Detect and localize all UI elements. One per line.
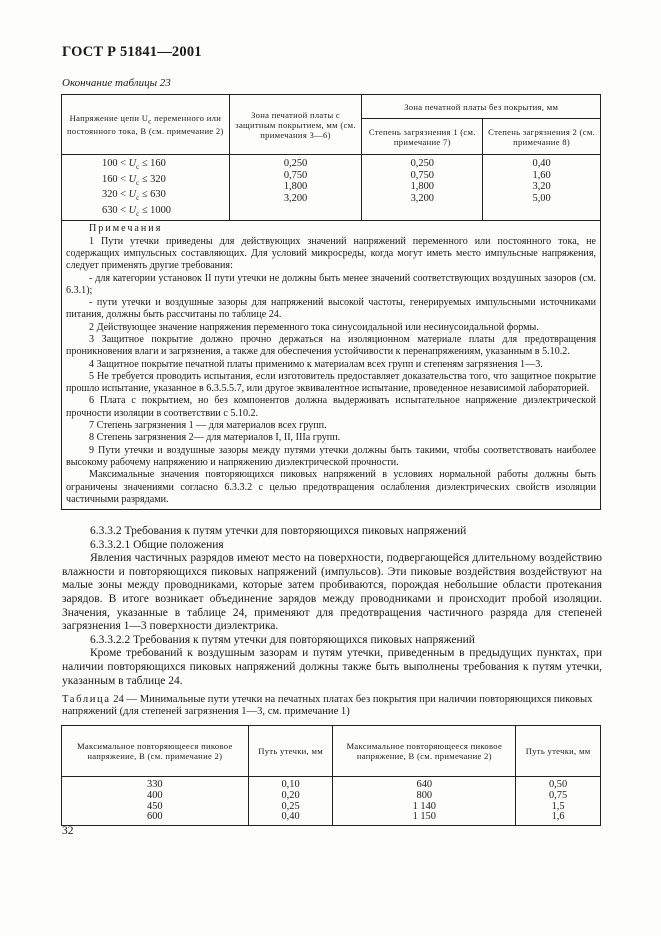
pollution2-value: 1,60 <box>532 169 551 181</box>
table-24 <box>61 725 601 826</box>
note-item: 8 Степень загрязнения 2— для материалов I, II, IIIa групп. <box>89 432 341 444</box>
table-23 <box>61 94 601 510</box>
body-paragraph: 6.3.3.2.1 Общие положения <box>90 538 224 551</box>
note-item: - для категории установок II пути утечки не должны быть менее значений соответствующих воздушных зазоров (см. 6.3.1); <box>66 272 596 296</box>
table24-caption: Таблица 24 — Минимальные пути утечки на печатных платах без покрытия при наличии повторяющихся пиковых напряжений (для степеней загрязнения 1—3, см. примечание 1) <box>62 694 593 718</box>
note-item: 1 Пути утечки приведены для действующих значений напряжений переменного или постоянного тока, не содержащих импульсных составляющих. Для условий микросреды, когда могут иметь место импульсные напряжения, следует применять другие требования: <box>66 235 596 272</box>
pollution2-value: 5,00 <box>532 192 551 204</box>
note-item: 3 Защитное покрытие должно прочно держаться на изоляционном материале платы для предотвращения проникновения влаги и загрязнения, а также для обеспечения устойчивости к перенапряжениям, указанным в 5.10.2. <box>66 333 596 358</box>
voltage-range: $320 < U_c \le 630$ <box>102 189 166 203</box>
t24-header-path-1: Путь утечки, мм <box>248 726 333 777</box>
peak-voltage-value: 600 <box>147 811 163 823</box>
table23-caption: Окончание таблицы 23 <box>62 77 171 89</box>
voltage-range: $100 < U_c \le 160$ <box>102 158 166 172</box>
note-item: 7 Степень загрязнения 1 — для материалов всех групп. <box>89 420 327 432</box>
body-paragraph: 6.3.3.2.2 Требования к путям утечки для повторяющихся пиковых напряжений <box>90 633 475 646</box>
pollution2-value: 0,40 <box>532 158 551 169</box>
voltage-range: $630 < U_c \le 1000$ <box>102 204 171 218</box>
t24-header-path-2: Путь утечки, мм <box>516 726 601 777</box>
page-number: 32 <box>62 825 74 837</box>
note-item: 9 Пути утечки и воздушные зазоры между путями утечки должны быть такими, чтобы соответствовать наиболее высокому рабочему напряжению и напряжению диэлектрической прочности. <box>66 444 596 468</box>
t24-path1-cells <box>248 777 333 826</box>
pollution2-value: 3,20 <box>532 181 551 192</box>
body-text <box>62 525 602 688</box>
t23-pollution2-cells <box>483 155 601 221</box>
t23-header-coated: Зона печатной платы с защитным покрытием, мм (см. примечания 3—6) <box>229 95 362 155</box>
creepage-value: 0,25 <box>281 800 300 812</box>
notes-title: Примечания <box>89 223 163 235</box>
t23-pollution1-cells <box>362 155 483 221</box>
creepage-value: 0,40 <box>281 811 300 823</box>
t23-header-pollution-2: Степень загрязнения 2 (см. примечание 8) <box>483 119 601 155</box>
coated-value: 3,200 <box>283 192 308 204</box>
pollution1-value: 0,750 <box>410 169 434 181</box>
body-paragraph: Кроме требований к воздушным зазорам и путям утечки, приведенным в предыдущих пунктах, при наличии повторяющихся пиковых напряжений должны также быть выполнены требования к путям утечки, указанным в таблице 24. <box>62 647 602 687</box>
pollution1-value: 1,800 <box>410 181 434 192</box>
coated-value: 0,750 <box>283 169 308 181</box>
t23-header-uncoated-group: Зона печатной платы без покрытия, мм <box>362 95 601 119</box>
peak-voltage-value: 450 <box>147 800 163 812</box>
t23-notes <box>62 221 601 510</box>
t24-header-voltage-1: Максимальное повторяющееся пиковое напряжение, В (см. примечание 2) <box>62 726 249 777</box>
note-item: - пути утечки и воздушные зазоры для напряжений высокой частоты, генерируемых импульсными источниками питания, должны быть рассчитаны по таблице 24. <box>66 297 596 321</box>
peak-voltage-value: 330 <box>147 779 163 790</box>
peak-voltage-value: 400 <box>147 789 163 801</box>
creepage-value: 1,5 <box>551 800 565 812</box>
body-paragraph: 6.3.3.2 Требования к путям утечки для повторяющихся пиковых напряжений <box>90 525 467 537</box>
creepage-value: 0,20 <box>281 789 300 801</box>
note-item: Максимальные значения повторяющихся пиковых напряжений в условиях нормальной работы должны быть ограничены значениями согласно 6.3.3.2 с целью предотвращения ослабления диэлектрических свойств изоляции частичными разрядами. <box>66 469 596 505</box>
creepage-value: 0,10 <box>281 779 300 790</box>
coated-value: 0,250 <box>283 158 308 169</box>
creepage-value: 1,6 <box>551 811 565 823</box>
t24-header-voltage-2: Максимальное повторяющееся пиковое напряжение, В (см. примечание 2) <box>333 726 516 777</box>
note-item: 2 Действующее значение напряжения переменного тока синусоидальной или несинусоидальной формы. <box>89 321 539 333</box>
peak-voltage-value: 640 <box>416 779 433 790</box>
t23-voltage-cells <box>62 155 230 221</box>
t23-values-row <box>62 155 601 221</box>
note-item: 4 Защитное покрытие печатной платы применимо к материалам всех групп и степеням загрязнения 1—3. <box>89 358 543 370</box>
peak-voltage-value: 1 150 <box>412 811 436 823</box>
note-item: 5 Не требуется проводить испытания, если изготовитель предоставляет доказательства того, что защитное покрытие прошло испытание, указанное в 6.3.5.5.7, или другое эквивалентное испытание, проведенное независимой лабораторией. <box>66 370 596 395</box>
body-paragraph: Явления частичных разрядов имеют место на поверхности, подвергающейся длительному воздействию влажности и повторяющихся пиковых напряжений (импульсов). Эти пиковые воздействия воздействуют на малые зоны между проводниками, которые затем пробиваются, порождая небольшие области протекания зарядов. В итоге возникает объединение зарядов между проводниками и происходит пробой изоляции. Значения, указанные в таблице 24, применяют для предотвращения частичного разряда для степеней загрязнения 1—3 поверхности диэлектрика. <box>62 552 602 633</box>
creepage-value: 0,50 <box>548 779 568 790</box>
voltage-range: $160 < U_c \le 320$ <box>102 173 166 187</box>
t24-voltage1-cells <box>62 777 249 826</box>
peak-voltage-value: 800 <box>416 789 433 801</box>
pollution1-value: 3,200 <box>410 192 434 204</box>
t24-voltage2-cells <box>333 777 516 826</box>
pollution1-value: 0,250 <box>410 158 434 169</box>
peak-voltage-value: 1 140 <box>412 800 436 812</box>
t23-coated-cells <box>229 155 362 221</box>
coated-value: 1,800 <box>283 181 308 192</box>
note-item: 6 Плата с покрытием, но без компонентов должна выдерживать испытательное напряжение диэлектрической прочности изоляции в соответствии с 5.10.2. <box>66 395 596 419</box>
t23-header-voltage: Напряжение цепи $U_c$ переменного или постоянного тока, В (см. примечание 2) <box>62 95 230 155</box>
t24-path2-cells <box>516 777 601 826</box>
creepage-value: 0,75 <box>548 789 568 801</box>
document-title: ГОСТ Р 51841—2001 <box>62 44 202 60</box>
t23-header-pollution-1: Степень загрязнения 1 (см. примечание 7) <box>362 119 483 155</box>
